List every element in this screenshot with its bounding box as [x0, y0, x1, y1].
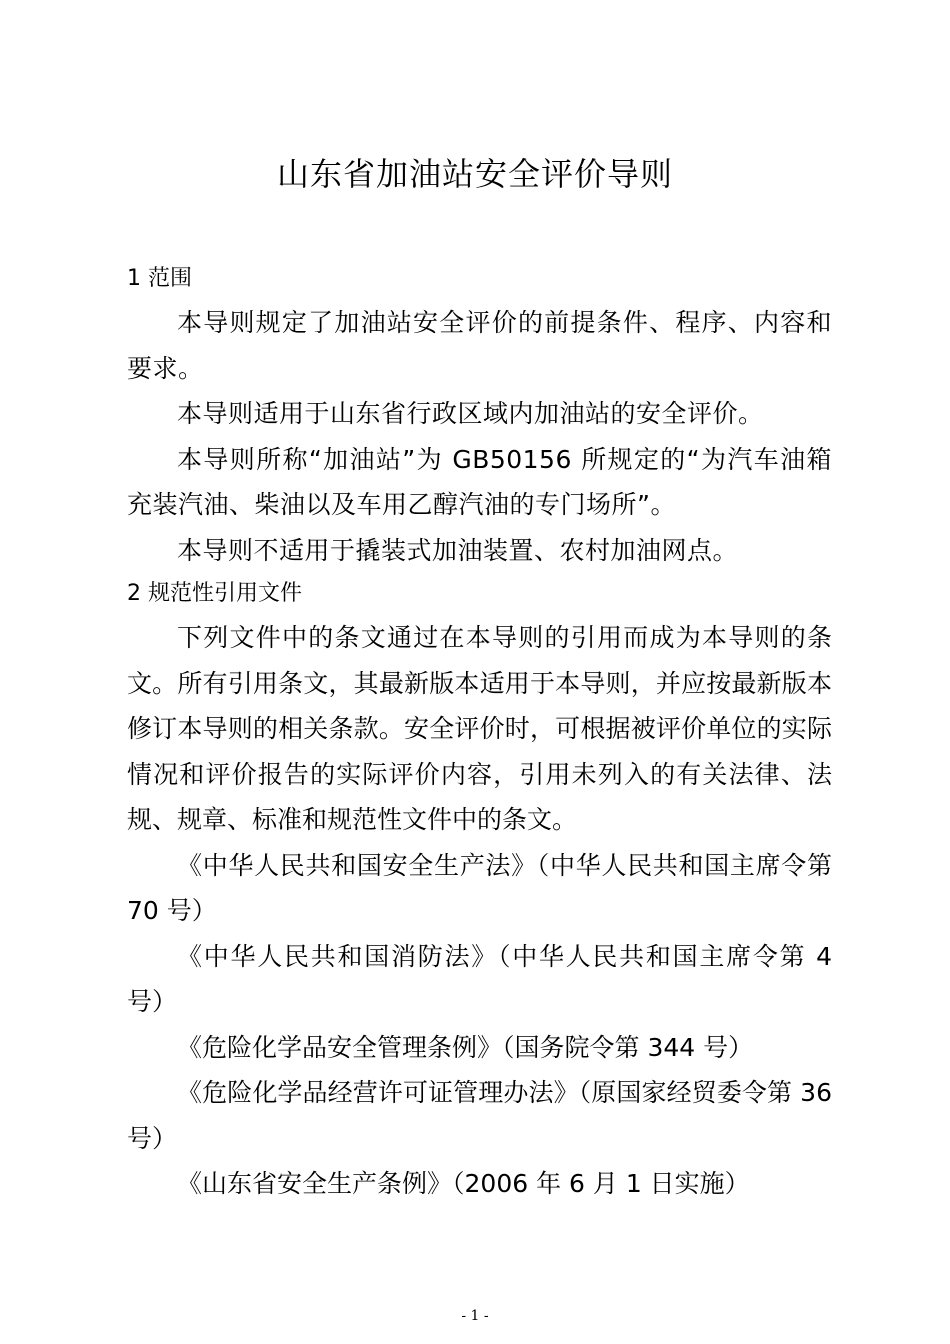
section-1-paragraph: 本导则适用于山东省行政区域内加油站的安全评价。	[177, 399, 764, 428]
section-1-paragraph: 本导则所称“加油站”为 GB50156 所规定的“为汽车油箱充装汽油、柴油以及车用乙醇汽油的专门场所”。	[127, 444, 832, 519]
reference-item: 《中华人民共和国安全生产法》（中华人民共和国主席令第 70 号）	[127, 850, 832, 925]
page-title: 山东省加油站安全评价导则	[276, 155, 673, 193]
reference-item: 《中华人民共和国消防法》（中华人民共和国主席令第 4 号）	[127, 941, 832, 1016]
section-1-heading: 1 范围	[127, 266, 192, 291]
reference-item: 《危险化学品安全管理条例》（国务院令第 344 号）	[177, 1032, 754, 1062]
document-body	[127, 258, 832, 1207]
section-1-paragraph: 本导则规定了加油站安全评价的前提条件、程序、内容和要求。	[127, 308, 832, 383]
section-1-paragraph: 本导则不适用于撬装式加油装置、农村加油网点。	[177, 535, 739, 565]
section-2-paragraph: 下列文件中的条文通过在本导则的引用而成为本导则的条文。所有引用条文，其最新版本适用于本导则，并应按最新版本修订本导则的相关条款。安全评价时，可根据被评价单位的实际情况和评价报告的实际评价内容，引用未列入的有关法律、法规、规章、标准和规范性文件中的条文。	[127, 623, 832, 834]
section-2-heading: 2 规范性引用文件	[127, 581, 302, 606]
page-number: - 1 -	[461, 1308, 489, 1324]
reference-item: 《危险化学品经营许可证管理办法》（原国家经贸委令第 36 号）	[127, 1078, 832, 1153]
reference-item: 《山东省安全生产条例》（2006 年 6 月 1 日实施）	[177, 1169, 750, 1198]
